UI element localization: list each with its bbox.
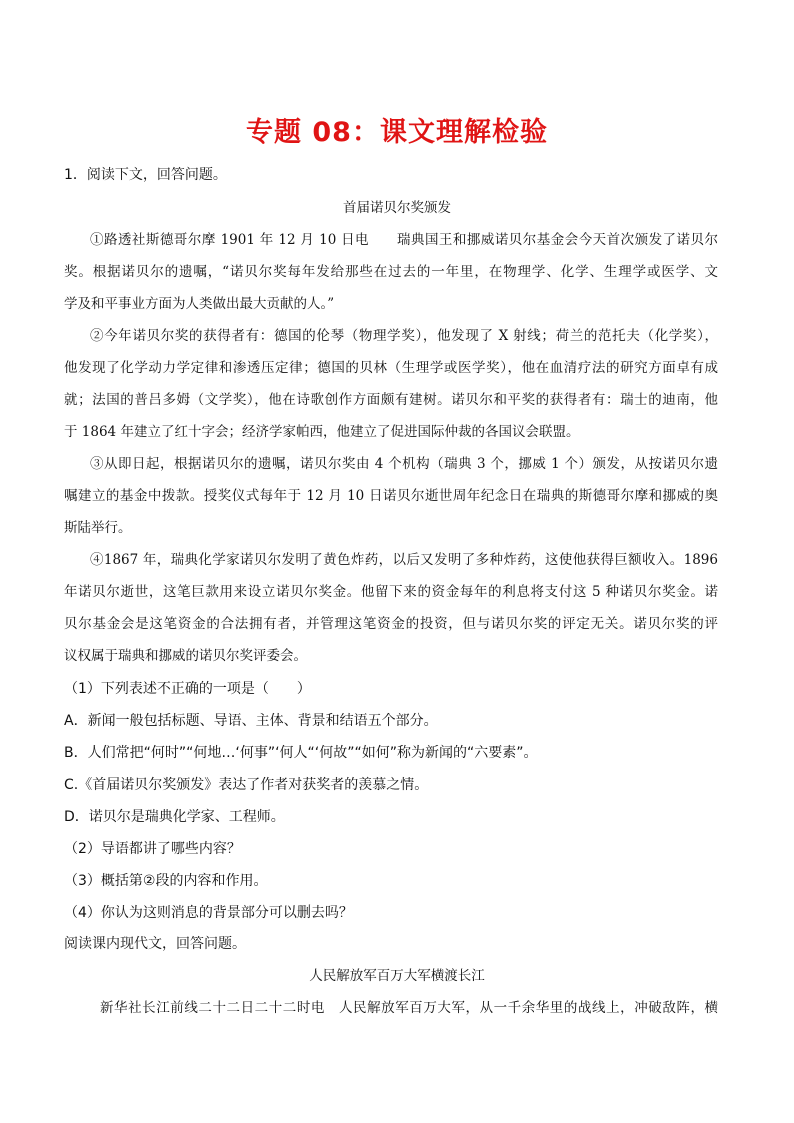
article-1-headline: 首届诺贝尔奖颁发: [343, 200, 451, 216]
question-2-intro: 阅读课内现代文，回答问题。: [64, 936, 246, 952]
option-c: C.《首届诺贝尔奖颁发》表达了作者对获奖者的羡慕之情。: [64, 777, 429, 793]
article-1-line: ③从即日起，根据诺贝尔的遗嘱，诺贝尔奖由 4 个机构（瑞典 3 个，挪威 1 个）颁发，从按诺贝尔遗: [90, 456, 718, 472]
article-1-line: 于 1864 年建立了红十字会；经济学家帕西，他建立了促进国际仲裁的各国议会联盟。: [64, 424, 580, 440]
question-1-2: （2）导语都讲了哪些内容？: [64, 841, 241, 857]
question-1-4: （4）你认为这则消息的背景部分可以删去吗？: [64, 905, 353, 921]
article-1-line: ①路透社斯德哥尔摩 1901 年 12 月 10 日电 瑞典国王和挪威诺贝尔基金会今天首次颁发了诺贝尔: [90, 232, 718, 248]
article-1-line: 斯陆举行。: [64, 520, 132, 536]
article-1-line: 嘱建立的基金中拨款。授奖仪式每年于 12 月 10 日诺贝尔逝世周年纪念日在瑞典的斯德哥尔摩和挪威的奥: [64, 488, 718, 504]
article-1-line: 贝尔基金会是这笔资金的合法拥有者，并管理这笔资金的投资，但与诺贝尔奖的评定无关。诺贝尔奖的评: [64, 616, 718, 632]
article-1-line: 议权属于瑞典和挪威的诺贝尔奖评委会。: [64, 648, 307, 664]
article-1-line: 奖。根据诺贝尔的遗嘱，“诺贝尔奖每年发给那些在过去的一年里，在物理学、化学、生理学或医学、文: [64, 264, 718, 280]
article-1-line: 学及和平事业方面为人类做出最大贡献的人。”: [64, 296, 335, 312]
option-a: A．新闻一般包括标题、导语、主体、背景和结语五个部分。: [64, 713, 438, 729]
question-1-1: （1）下列表述不正确的一项是（ ）: [64, 681, 311, 697]
article-1-line: 年诺贝尔逝世，这笔巨款用来设立诺贝尔奖金。他留下来的资金每年的利息将支付这 5 种诺贝尔奖金。诺: [64, 584, 718, 600]
article-1-line: 他发现了化学动力学定律和渗透压定律；德国的贝林（生理学或医学奖），他在血清疗法的研究方面卓有成: [64, 360, 718, 376]
option-b: B．人们常把“何时”“何地…‘何事”‘何人“‘何故”“如何”称为新闻的“六要素”。: [64, 745, 538, 761]
article-2-headline: 人民解放军百万大军横渡长江: [309, 968, 485, 984]
article-1-line: ②今年诺贝尔奖的获得者有：德国的伦琴（物理学奖），他发现了 X 射线；荷兰的范托夫（化学奖），: [90, 328, 718, 344]
article-2-line: 新华社长江前线二十二日二十二时电 人民解放军百万大军，从一千余华里的战线上，冲破敌阵，横: [100, 1000, 718, 1016]
option-d: D．诺贝尔是瑞典化学家、工程师。: [64, 809, 285, 825]
question-1-intro: 1．阅读下文，回答问题。: [64, 167, 227, 183]
page-title: 专题 08：课文理解检验: [246, 117, 548, 148]
question-1-3: （3）概括第②段的内容和作用。: [64, 873, 268, 889]
article-1-line: 就；法国的普吕多姆（文学奖），他在诗歌创作方面颇有建树。诺贝尔和平奖的获得者有：瑞士的迪南，他: [64, 392, 718, 408]
article-1-line: ④1867 年，瑞典化学家诺贝尔发明了黄色炸药，以后又发明了多种炸药，这使他获得巨额收入。1896: [90, 552, 718, 568]
